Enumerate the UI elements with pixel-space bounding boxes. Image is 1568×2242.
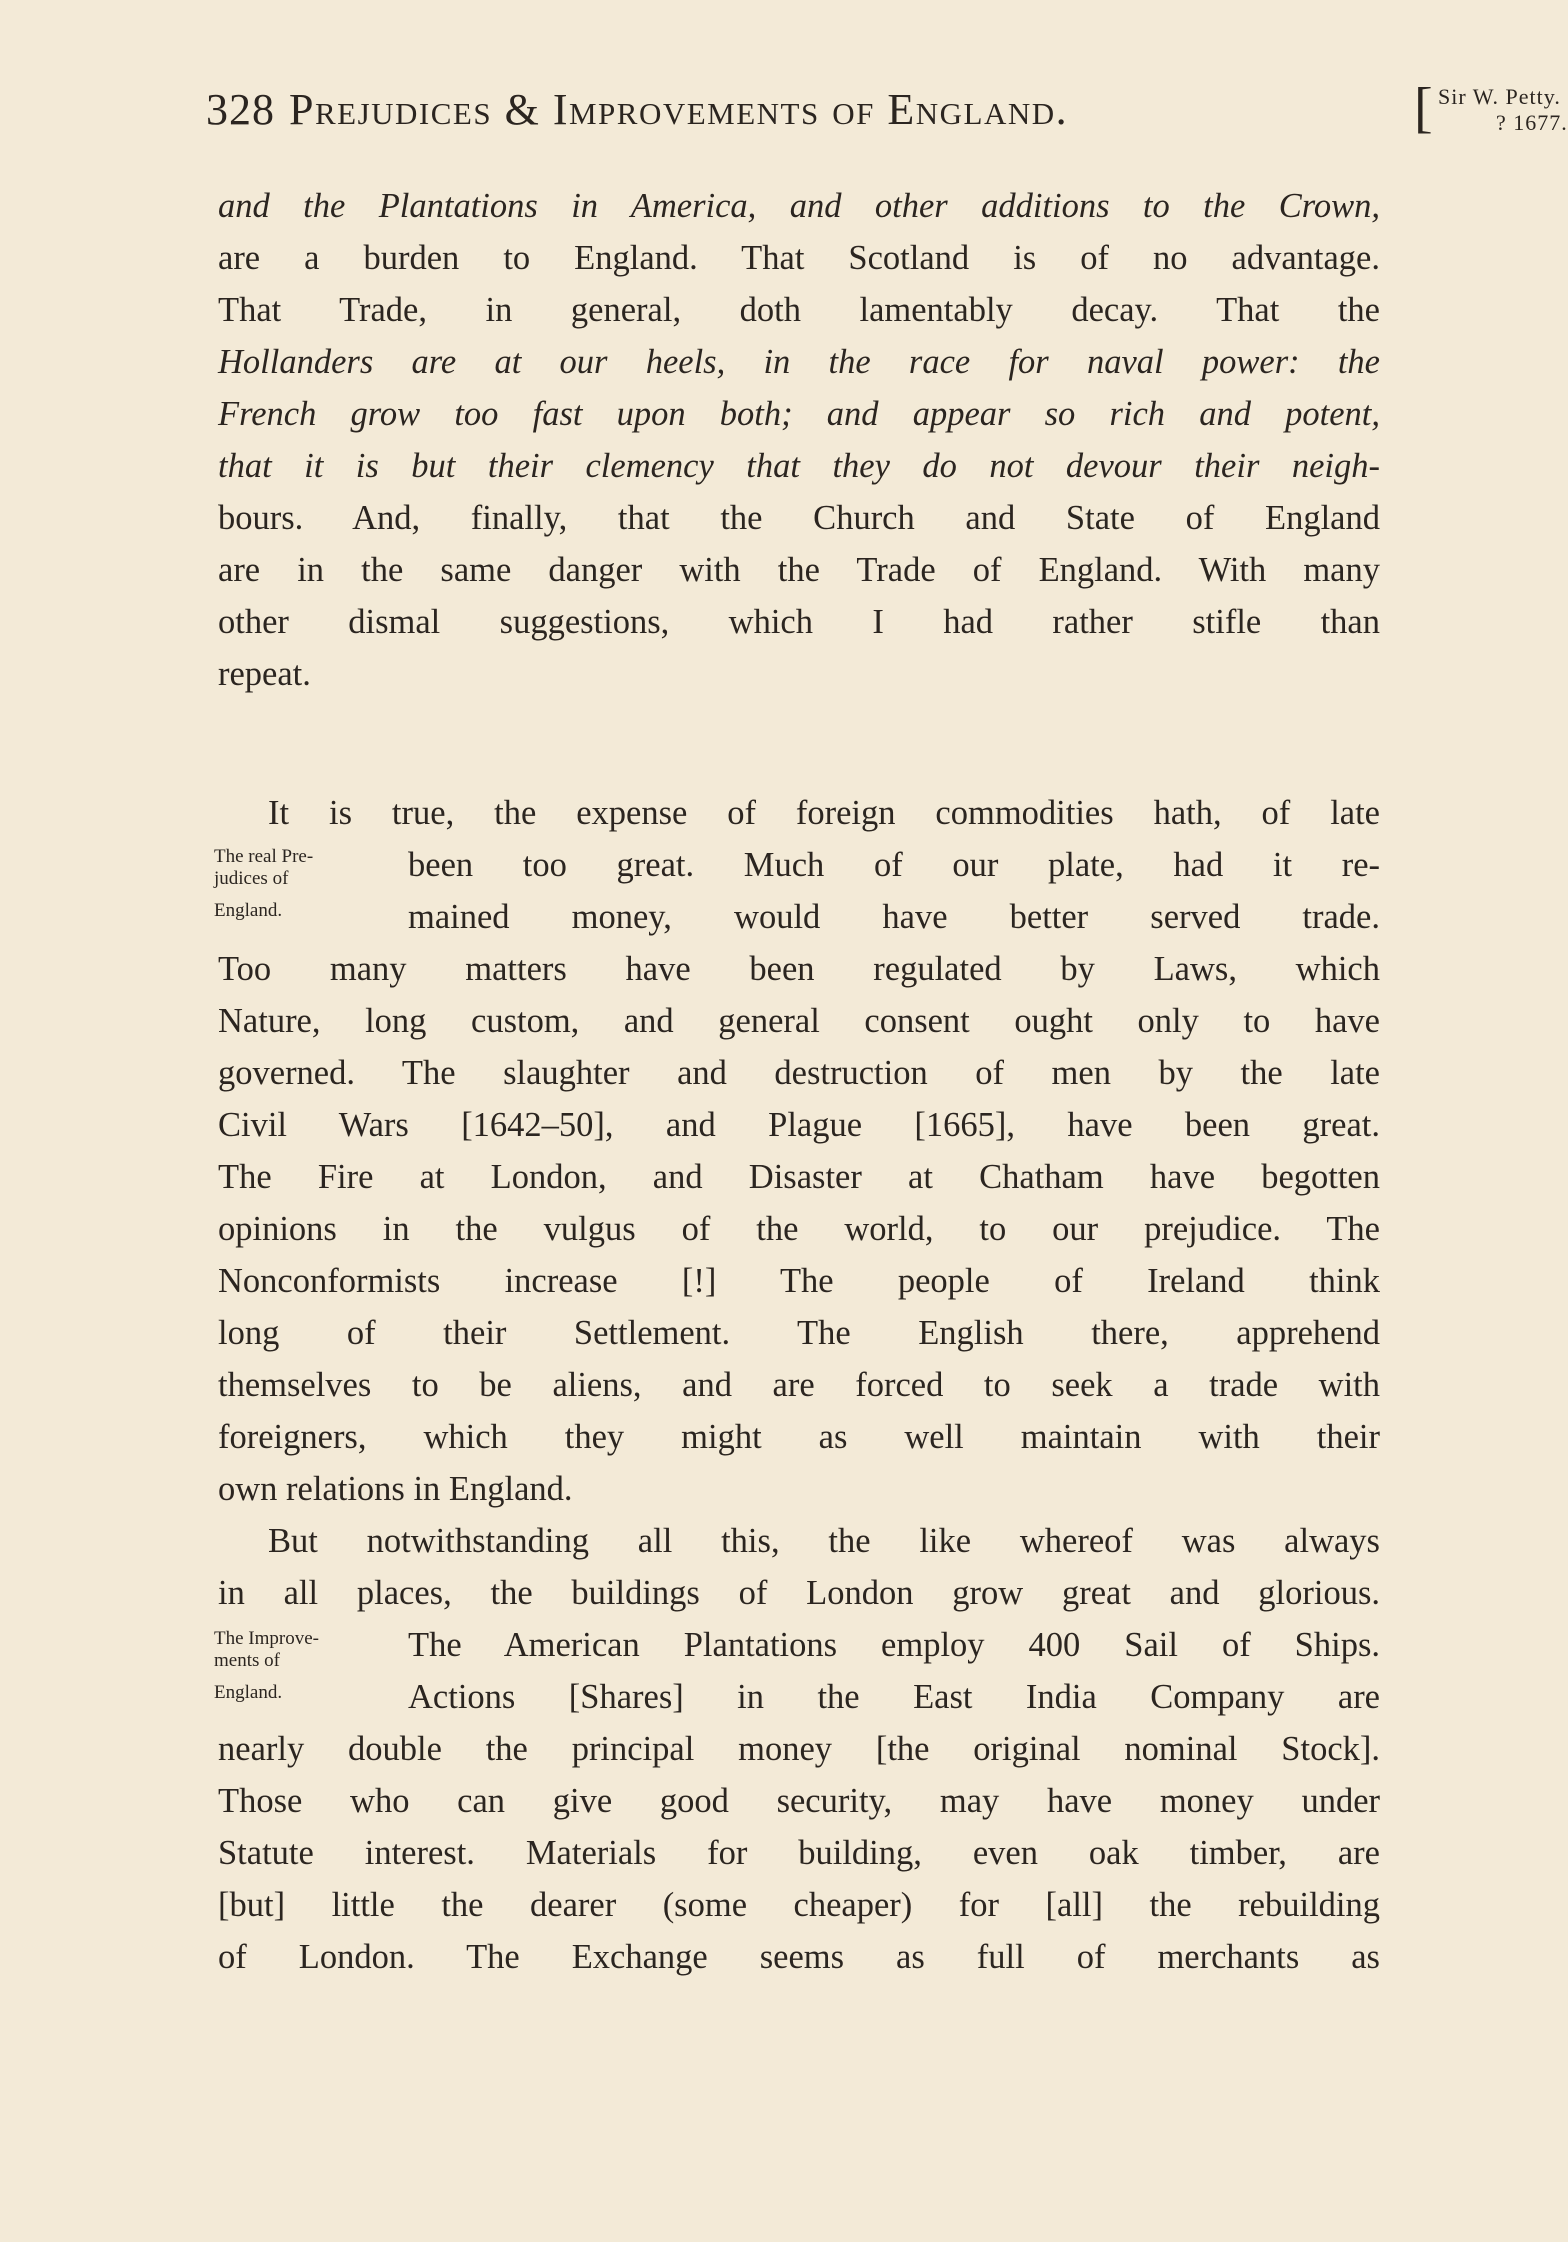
text-line: opinions in the vulgus of the world, to our prejudice. The [218,1210,1380,1248]
text-line: The American Plantations employ 400 Sail of Ships. [408,1626,1380,1664]
attribution-author: Sir W. Petty. [1438,84,1561,109]
text-line: repeat. [218,655,311,693]
margin-note-line: England. [214,900,283,921]
text-line: long of their Settlement. The English there, apprehend [218,1314,1380,1352]
text-line: foreigners, which they might as well maintain with their [218,1418,1380,1456]
text-line: that it is but their clemency that they do not devour their neigh- [218,447,1380,485]
margin-note-line: The Improve- [214,1628,319,1649]
text-line: are a burden to England. That Scotland is of no advantage. [218,239,1380,277]
margin-note-line: England. [214,1682,283,1703]
margin-note-line: judices of [214,868,289,889]
text-line: and the Plantations in America, and other additions to the Crown, [218,187,1380,225]
margin-note-line: The real Pre- [214,846,314,867]
text-line: Too many matters have been regulated by Laws, which [218,950,1380,988]
text-line: Nature, long custom, and general consent ought only to have [218,1002,1380,1040]
paragraph-continuation [218,180,1380,700]
text-line: Hollanders are at our heels, in the race for naval power: the [218,343,1380,381]
text-line: been too great. Much of our plate, had it re- [408,846,1380,884]
text-line: themselves to be aliens, and are forced to seek a trade with [218,1366,1380,1404]
text-line: Nonconformists increase [!] The people of Ireland think [218,1262,1380,1300]
attribution-bracket: [ [1414,77,1434,139]
text-line: governed. The slaughter and destruction of men by the late [218,1054,1380,1092]
text-line: That Trade, in general, doth lamentably decay. That the [218,291,1380,329]
text-line: The Fire at London, and Disaster at Chatham have begotten [218,1158,1380,1196]
paragraph-improvements [218,1515,1380,1983]
text-line: [but] little the dearer (some cheaper) for [all] the rebuilding [218,1886,1380,1924]
text-line: other dismal suggestions, which I had rather stifle than [218,603,1380,641]
page-number: 328 [206,85,275,134]
text-line: But notwithstanding all this, the like whereof was always [268,1522,1380,1560]
attribution-date: ? 1677. [1496,110,1568,135]
text-line: It is true, the expense of foreign commodities hath, of late [268,794,1380,832]
text-line: in all places, the buildings of London grow great and glorious. [218,1574,1380,1612]
running-head [206,77,1568,154]
text-line: bours. And, finally, that the Church and State of England [218,499,1380,537]
paragraph-prejudices [218,787,1380,1515]
text-line: mained money, would have better served trade. [408,898,1380,936]
text-line: Those who can give good security, may have money under [218,1782,1380,1820]
text-line: Actions [Shares] in the East India Company are [408,1678,1380,1716]
text-line: are in the same danger with the Trade of England. With many [218,551,1380,589]
text-line: Civil Wars [1642–50], and Plague [1665], have been great. [218,1106,1380,1144]
text-line: of London. The Exchange seems as full of merchants as [218,1938,1380,1976]
margin-note-line: ments of [214,1650,280,1671]
text-line: own relations in England. [218,1470,573,1508]
text-line: nearly double the principal money [the original nominal Stock]. [218,1730,1380,1768]
margin-note-improvements [214,1628,319,1704]
running-title: Prejudices & Improvements of England. [289,85,1069,134]
text-line: Statute interest. Materials for building, even oak timber, are [218,1834,1380,1872]
margin-note-prejudices [214,846,313,922]
text-line: French grow too fast upon both; and appear so rich and potent, [218,395,1380,433]
